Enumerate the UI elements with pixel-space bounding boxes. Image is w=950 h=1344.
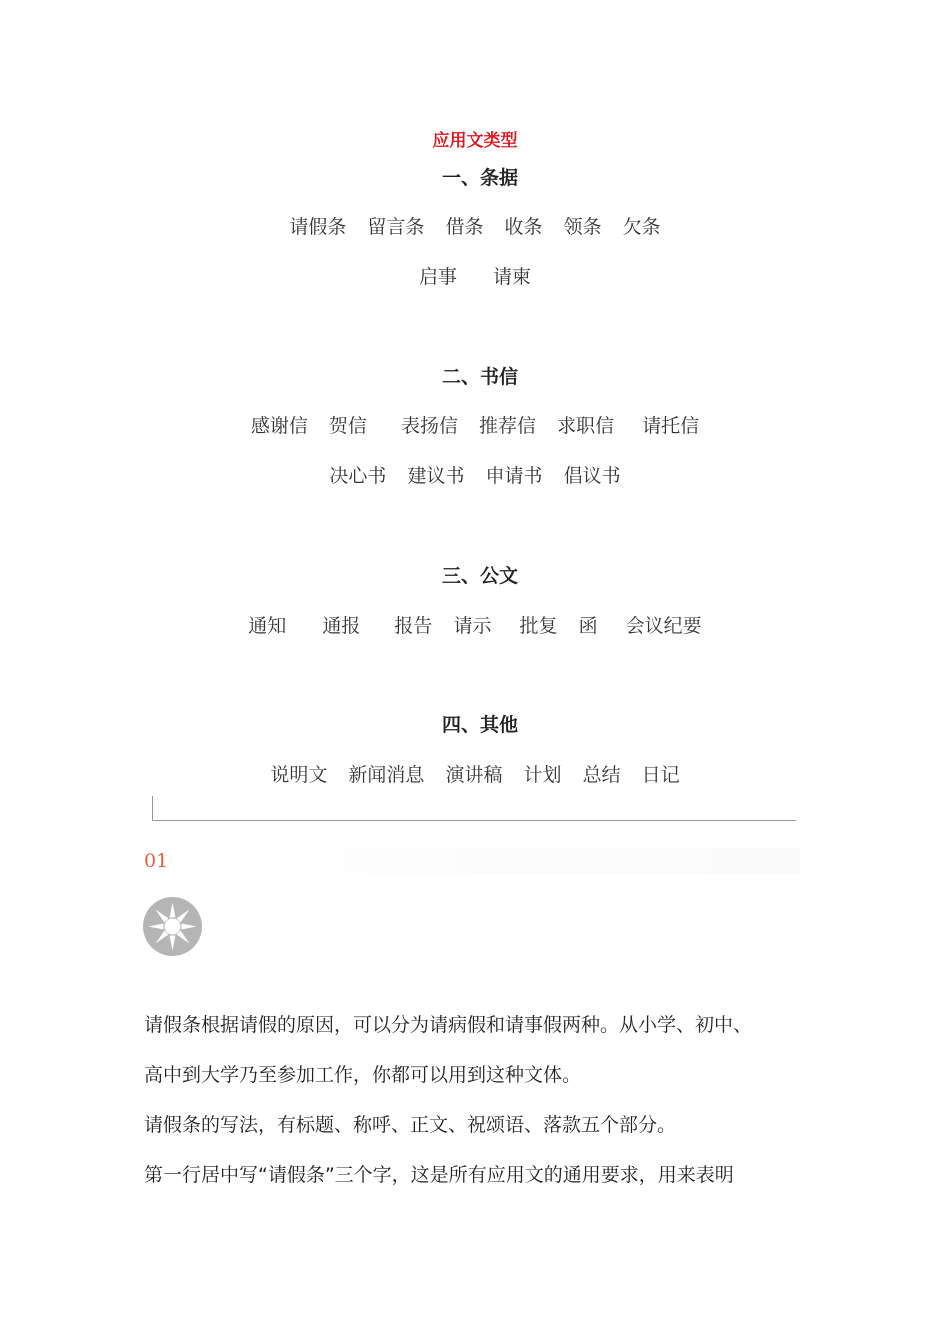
list-item: 建议书 xyxy=(407,465,465,487)
list-item: 请示 xyxy=(453,615,492,637)
list-item: 请假条 xyxy=(289,216,347,238)
section-heading: 三、公文 xyxy=(441,565,518,587)
item-row xyxy=(0,461,950,488)
sun-badge xyxy=(143,897,202,956)
list-item: 倡议书 xyxy=(563,465,621,487)
list-item: 领条 xyxy=(563,216,602,238)
list-item: 批复 xyxy=(519,615,558,637)
divider xyxy=(152,796,796,821)
list-item: 新闻消息 xyxy=(348,764,425,786)
item-row xyxy=(0,262,950,289)
paragraph: 请假条的写法，有标题、称呼、正文、祝颂语、落款五个部分。 xyxy=(144,1114,677,1136)
list-item: 总结 xyxy=(582,764,621,786)
section-heading: 二、书信 xyxy=(441,366,518,388)
list-item: 说明文 xyxy=(270,764,328,786)
list-item: 通知 xyxy=(248,615,287,637)
item-row xyxy=(0,611,950,638)
paragraph: 第一行居中写“请假条”三个字，这是所有应用文的通用要求，用来表明 xyxy=(144,1164,734,1186)
item-row xyxy=(0,212,950,239)
list-item: 借条 xyxy=(445,216,484,238)
list-item: 申请书 xyxy=(485,465,543,487)
list-item: 收条 xyxy=(504,216,543,238)
list-item: 演讲稿 xyxy=(445,764,503,786)
list-item: 会议纪要 xyxy=(625,615,702,637)
list-item: 留言条 xyxy=(367,216,425,238)
section-heading: 一、条据 xyxy=(441,167,518,189)
list-item: 日记 xyxy=(641,764,680,786)
paragraph: 高中到大学乃至参加工作，你都可以用到这种文体。 xyxy=(144,1064,582,1086)
sun-icon xyxy=(143,897,202,956)
item-row xyxy=(0,760,950,787)
list-item: 决心书 xyxy=(329,465,387,487)
list-item: 通报 xyxy=(322,615,361,637)
list-item: 欠条 xyxy=(622,216,661,238)
list-item: 推荐信 xyxy=(479,415,537,437)
section-heading: 四、其他 xyxy=(441,714,518,736)
list-item: 贺信 xyxy=(328,415,367,437)
list-item: 求职信 xyxy=(557,415,615,437)
list-item: 请托信 xyxy=(642,415,700,437)
list-item: 感谢信 xyxy=(250,415,308,437)
list-item: 报告 xyxy=(394,615,433,637)
list-item: 表扬信 xyxy=(400,415,458,437)
list-item: 计划 xyxy=(523,764,562,786)
item-row xyxy=(0,411,950,438)
page-title: 应用文类型 xyxy=(432,131,518,151)
list-item: 启事 xyxy=(418,266,457,288)
list-item: 函 xyxy=(578,615,598,637)
paragraph: 请假条根据请假的原因，可以分为请病假和请事假两种。从小学、初中、 xyxy=(144,1014,753,1036)
list-item: 请柬 xyxy=(493,266,532,288)
section-number: 01 xyxy=(144,848,800,874)
